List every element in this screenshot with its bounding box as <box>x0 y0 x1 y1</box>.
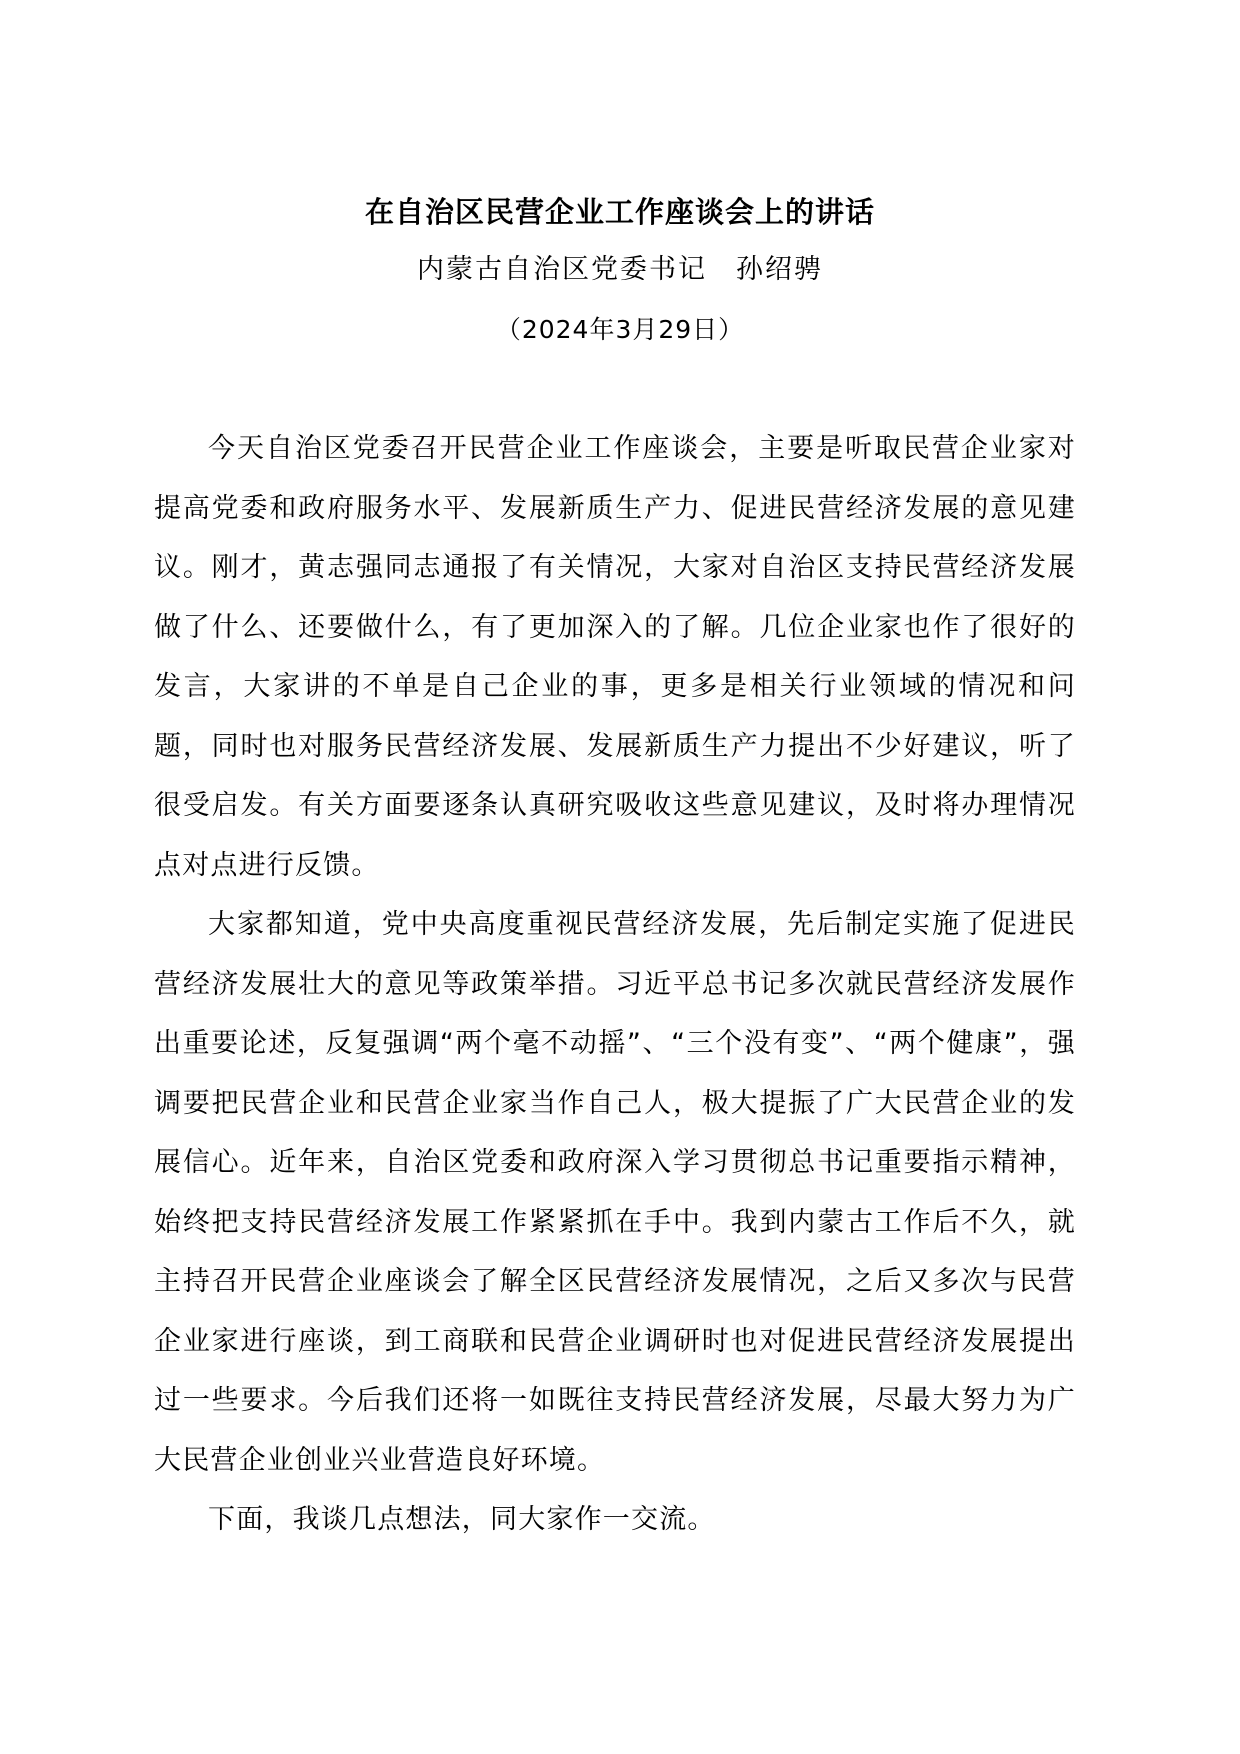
document-date: （2024年3月29日） <box>495 315 745 344</box>
paragraph-1: 今天自治区党委召开民营企业工作座谈会，主要是听取民营企业家对提高党委和政府服务水平、发展新质生产力、促进民营经济发展的意见建议。刚才，黄志强同志通报了有关情况，大家对自治区支持民营经济发展做了什么、还要做什么，有了更加深入的了解。几位企业家也作了很好的发言，大家讲的不单是自己企业的事，更多是相关行业领域的情况和问题，同时也对服务民营经济发展、发展新质生产力提出不少好建议，听了很受启发。有关方面要逐条认真研究吸收这些意见建议，及时将办理情况点对点进行反馈。 <box>154 433 1076 881</box>
document-body <box>154 419 1076 1550</box>
paragraph-3: 下面，我谈几点想法，同大家作一交流。 <box>208 1504 716 1535</box>
document-author: 内蒙古自治区党委书记 孙绍骋 <box>417 254 823 285</box>
paragraph-2: 大家都知道，党中央高度重视民营经济发展，先后制定实施了促进民营经济发展壮大的意见等政策举措。习近平总书记多次就民营经济发展作出重要论述，反复强调“两个毫不动摇”、“三个没有变”、“两个健康”，强调要把民营企业和民营企业家当作自己人，极大提振了广大民营企业的发展信心。近年来，自治区党委和政府深入学习贯彻总书记重要指示精神，始终把支持民营经济发展工作紧紧抓在手中。我到内蒙古工作后不久，就主持召开民营企业座谈会了解全区民营经济发展情况，之后又多次与民营企业家进行座谈，到工商联和民营企业调研时也对促进民营经济发展提出过一些要求。今后我们还将一如既往支持民营经济发展，尽最大努力为广大民营企业创业兴业营造良好环境。 <box>154 909 1076 1476</box>
document-title: 在自治区民营企业工作座谈会上的讲话 <box>364 195 875 229</box>
